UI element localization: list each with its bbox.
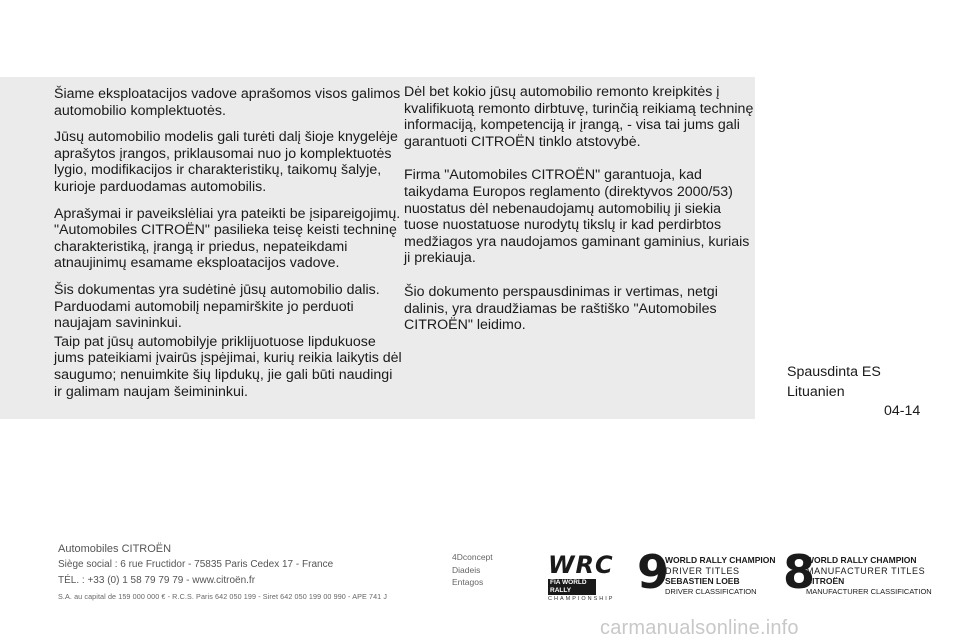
company-legal: S.A. au capital de 159 000 000 € - R.C.S. Paris 642 050 199 - Siret 642 050 199 00 990 - APE 741 J <box>58 592 388 601</box>
company-phone: TÉL. : +33 (0) 1 58 79 79 79 - www.citroën.fr <box>58 575 256 586</box>
logo-line: WORLD RALLY CHAMPION <box>665 555 776 565</box>
agency-item: Entagos <box>452 577 484 587</box>
agency-item: 4Dconcept <box>452 552 493 562</box>
logo-line: WORLD RALLY CHAMPION <box>806 555 917 565</box>
company-info <box>58 541 387 605</box>
paragraph: Šis dokumentas yra sudėtinė jūsų automobilio dalis. Parduodami automobilį nepamirškite jo perduoti naujajam savininkui. <box>54 281 380 332</box>
wrc-logo-sub: FIA WORLD RALLY <box>548 579 596 595</box>
logo-line: MANUFACTURER CLASSIFICATION <box>806 586 932 596</box>
paragraph: Dėl bet kokio jūsų automobilio remonto kreipkitės į kvalifikuotą remonto dirbtuvę, turinčią reikiamą techninę informaciją, kompetenciją ir įrangą, - visa tai jums gali garantuoti CITROËN tinklo atstovybė. <box>404 84 754 150</box>
paragraph: Firma "Automobiles CITROËN" garantuoja, kad taikydama Europos reglamento (direktyvos 2000/53) nuostatus dėl nebenaudojamų automobilių ji siekia tuose nuostatuose nurodytų tikslų ir kad perdirbtos medžiagos yra naudojamos gaminant gaminius, kuriais ji prekiauja. <box>404 167 750 267</box>
agency-item: Diadeis <box>452 564 481 575</box>
agency-list <box>452 551 493 589</box>
left-column <box>54 86 404 400</box>
manufacturer-titles-text <box>806 555 932 597</box>
paragraph: Šiame eksploatacijos vadove aprašomos visos galimos automobilio komplektuotės. <box>54 86 401 119</box>
right-column <box>404 84 759 334</box>
paragraph: Jūsų automobilio modelis gali turėti dalį šioje knygelėje aprašytos įrangos, priklausomai nuo jo komplektuotės lygio, modifikacijos ir charakteristikų, taikomų šalyje, kurioje parduodamas automobilis. <box>54 129 398 195</box>
driver-titles-number: 9 <box>637 545 670 599</box>
driver-titles-text <box>665 555 776 597</box>
logo-line: MANUFACTURER TITLES <box>806 565 926 576</box>
manufacturer-titles-number: 8 <box>783 545 816 599</box>
watermark: carmanualsonline.info <box>600 617 799 639</box>
wrc-logo <box>548 551 630 602</box>
logo-line: CITROËN <box>806 576 845 586</box>
language-label: Lituanien <box>787 384 845 400</box>
company-name: Automobiles CITROËN <box>58 543 172 555</box>
manufacturer-titles-logo <box>783 545 933 599</box>
printed-in: Spausdinta ES <box>787 364 881 380</box>
paragraph: Šio dokumento perspausdinimas ir vertimas, netgi dalinis, yra draudžiamas be raštiško "Automobiles CITROËN" leidimo. <box>404 283 718 334</box>
logo-line: SEBASTIEN LOEB <box>665 576 740 586</box>
wrc-logo-text: WRC <box>548 551 614 579</box>
driver-titles-logo <box>637 545 777 599</box>
wrc-logo-sub2: CHAMPIONSHIP <box>548 596 615 602</box>
document-code: 04-14 <box>884 403 921 419</box>
company-address: Siège social : 6 rue Fructidor - 75835 Paris Cedex 17 - France <box>58 559 334 570</box>
paragraph: Taip pat jūsų automobilyje priklijuotuose lipdukuose jums pateikiami įvairūs įspėjimai, kurių reikia laikytis dėl saugumo; nenuimkite šių lipdukų, jie gali būti naudingi ir galimam naujam šeimininkui. <box>54 333 402 400</box>
logo-line: DRIVER TITLES <box>665 565 740 576</box>
logo-line: DRIVER CLASSIFICATION <box>665 586 757 596</box>
paragraph: Aprašymai ir paveikslėliai yra pateikti be įsipareigojimų. "Automobiles CITROËN" pasilieka teisę keisti techninę charakteristiką, įrangą ir priedus, nepateikdami atnaujinimų esamame eksploatacijos vadove. <box>54 205 401 272</box>
